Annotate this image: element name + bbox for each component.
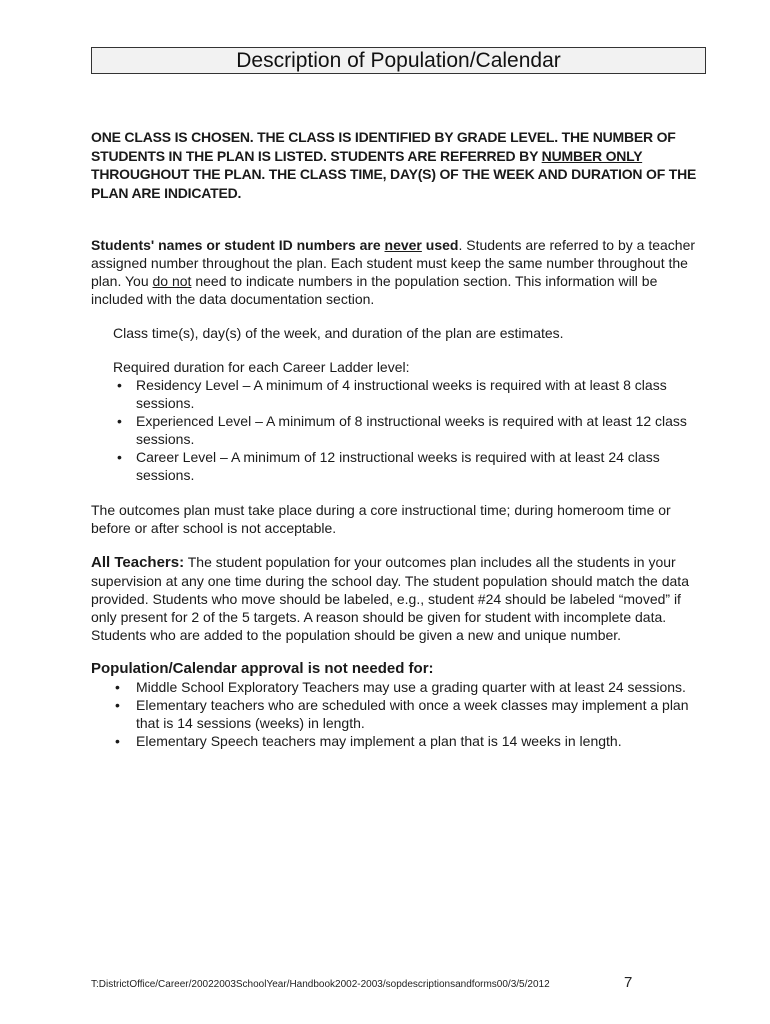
required-duration-list: [113, 376, 706, 484]
list-item: • Residency Level – A minimum of 4 instructional weeks is required with at least 8 class sessions.: [113, 376, 706, 412]
approval-heading: Population/Calendar approval is not needed for:: [91, 660, 434, 677]
caps-intro-underlined: NUMBER ONLY: [541, 147, 643, 164]
page-title: Description of Population/Calendar: [91, 47, 706, 74]
list-item: • Experienced Level – A minimum of 8 instructional weeks is required with at least 12 class sessions.: [113, 412, 706, 448]
students-paragraph: [91, 236, 706, 308]
approval-list: [91, 678, 706, 750]
footer-file-path: T:DistrictOffice/Career/20022003SchoolYear/Handbook2002-2003/sopdescriptionsandforms00/3/5/2012: [91, 979, 550, 990]
caps-intro-paragraph: [91, 128, 706, 202]
list-item: • Elementary Speech teachers may implement a plan that is 14 weeks in length.: [91, 732, 706, 750]
all-teachers-text: The student population for your outcomes plan includes all the students in your supervision at any one time during the school day. The student population should match the data provided. Students who move should be labeled, e.g., student #24 should be labeled “moved” if only present for 2 of the 5 targets. A reason should be given for student with incomplete data. Students who are added to the population should be given a new and unique number.: [91, 554, 689, 643]
document-body: [91, 128, 706, 750]
students-bold-lead: Students' names or student ID numbers are: [91, 237, 385, 253]
caps-intro-part2: THROUGHOUT THE PLAN. THE CLASS TIME, DAY(S) OF THE WEEK AND DURATION OF THE PLAN ARE INDICATED.: [91, 166, 697, 201]
page-number: 7: [624, 974, 633, 991]
students-text1: . Students are referred to by a teacher assigned number throughout the plan. Each student must keep the same number throughout the plan. You: [91, 237, 696, 289]
students-bold-tail: used: [421, 237, 459, 253]
list-item: • Middle School Exploratory Teachers may use a grading quarter with at least 24 sessions.: [91, 678, 706, 696]
list-item: • Career Level – A minimum of 12 instructional weeks is required with at least 24 class sessions.: [113, 448, 706, 484]
outcomes-paragraph: The outcomes plan must take place during a core instructional time; during homeroom time or before or after school is not acceptable.: [91, 502, 671, 536]
list-item: • Elementary teachers who are scheduled with once a week classes may implement a plan that is 14 sessions (weeks) in length.: [91, 696, 706, 732]
students-do-not: do not: [152, 273, 192, 289]
students-text2: need to indicate numbers in the population section. This information will be included with the data documentation section.: [91, 273, 658, 307]
required-duration-lead: Required duration for each Career Ladder level:: [113, 359, 410, 375]
all-teachers-paragraph: [91, 553, 706, 644]
students-never: never: [384, 237, 422, 253]
caps-intro-part1: ONE CLASS IS CHOSEN. THE CLASS IS IDENTIFIED BY GRADE LEVEL. THE NUMBER OF STUDENTS IN THE PLAN IS LISTED. STUDENTS ARE REFERRED BY: [91, 129, 676, 164]
all-teachers-label: All Teachers:: [91, 554, 185, 571]
class-time-note: Class time(s), day(s) of the week, and duration of the plan are estimates.: [113, 325, 564, 341]
